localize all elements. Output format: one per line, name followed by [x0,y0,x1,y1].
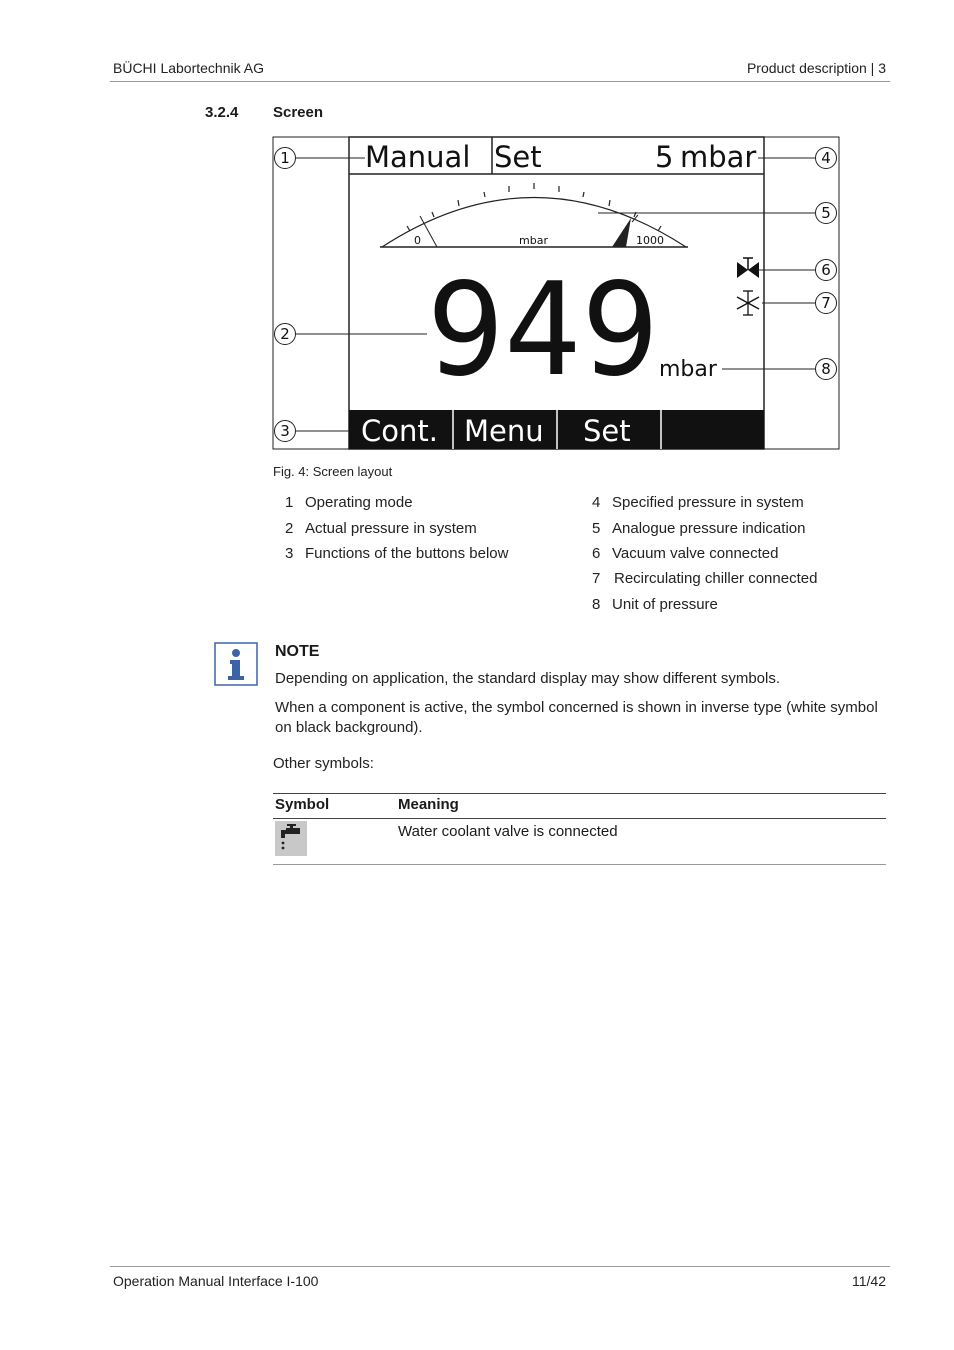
set-value-text: 5 [655,140,674,174]
legend-item [285,545,508,562]
callout-3: 3 [280,422,290,440]
pressure-value: 949 [427,256,659,405]
footer-page-number: 11/42 [852,1273,886,1289]
footer-rule [110,1266,890,1267]
info-icon [214,642,259,687]
callout-2: 2 [280,325,290,343]
header-left: BÜCHI Labortechnik AG [113,60,264,76]
gauge-max-label: 1000 [636,234,664,247]
section-title: Screen [273,104,324,121]
other-symbols-label: Other symbols: [273,755,374,772]
note-title: NOTE [275,643,320,660]
screen-layout-figure [272,136,842,452]
header-rule [110,81,890,82]
legend-num: 3 [285,545,294,562]
legend-num: 7 [592,570,601,587]
legend-text: Functions of the buttons below [305,545,509,562]
callout-6: 6 [821,261,831,279]
section-number: 3.2.4 [205,104,239,121]
legend-item [592,520,805,537]
legend-text: Specified pressure in system [612,494,804,511]
legend-num: 4 [592,494,601,511]
legend-text: Unit of pressure [612,596,718,613]
callout-1: 1 [280,149,290,167]
note-paragraph-1: Depending on application, the standard display may show different symbols. [275,670,781,687]
callout-8: 8 [821,360,831,378]
set-label-text: Set [494,140,542,174]
water-tap-icon [275,821,307,856]
gauge-min-label: 0 [414,234,421,247]
button-menu: Menu [464,414,544,448]
pressure-unit: mbar [659,357,717,382]
footer-left: Operation Manual Interface I-100 [113,1273,319,1289]
legend-text: Vacuum valve connected [612,545,779,562]
legend-text: Operating mode [305,494,413,511]
legend-text: Recirculating chiller connected [614,570,818,587]
legend-item [592,494,804,511]
legend-text: Actual pressure in system [305,520,477,537]
legend-num: 5 [592,520,601,537]
legend-item [592,596,718,613]
note-paragraph-2: When a component is active, the symbol concerned is shown in inverse type (white symbol on black background). [275,699,878,736]
button-set: Set [583,414,631,448]
mode-text: Manual [365,140,471,174]
legend-item [592,545,779,562]
table-header-symbol: Symbol [275,796,330,813]
legend-num: 2 [285,520,294,537]
legend-item [592,570,817,587]
legend-item [285,520,477,537]
set-unit-text: mbar [680,140,757,174]
gauge-unit-label: mbar [519,234,548,247]
legend-num: 1 [285,494,294,511]
legend-num: 6 [592,545,601,562]
header-right: Product description | 3 [746,60,886,76]
callout-5: 5 [821,204,831,222]
table-cell-meaning: Water coolant valve is connected [398,823,618,840]
legend-item [285,494,413,511]
button-cont: Cont. [361,414,438,448]
callout-7: 7 [821,294,831,312]
legend-text: Analogue pressure indication [612,520,806,537]
figure-caption: Fig. 4: Screen layout [273,464,393,479]
callout-4: 4 [821,149,831,167]
table-header-meaning: Meaning [398,796,459,813]
legend-num: 8 [592,596,601,613]
